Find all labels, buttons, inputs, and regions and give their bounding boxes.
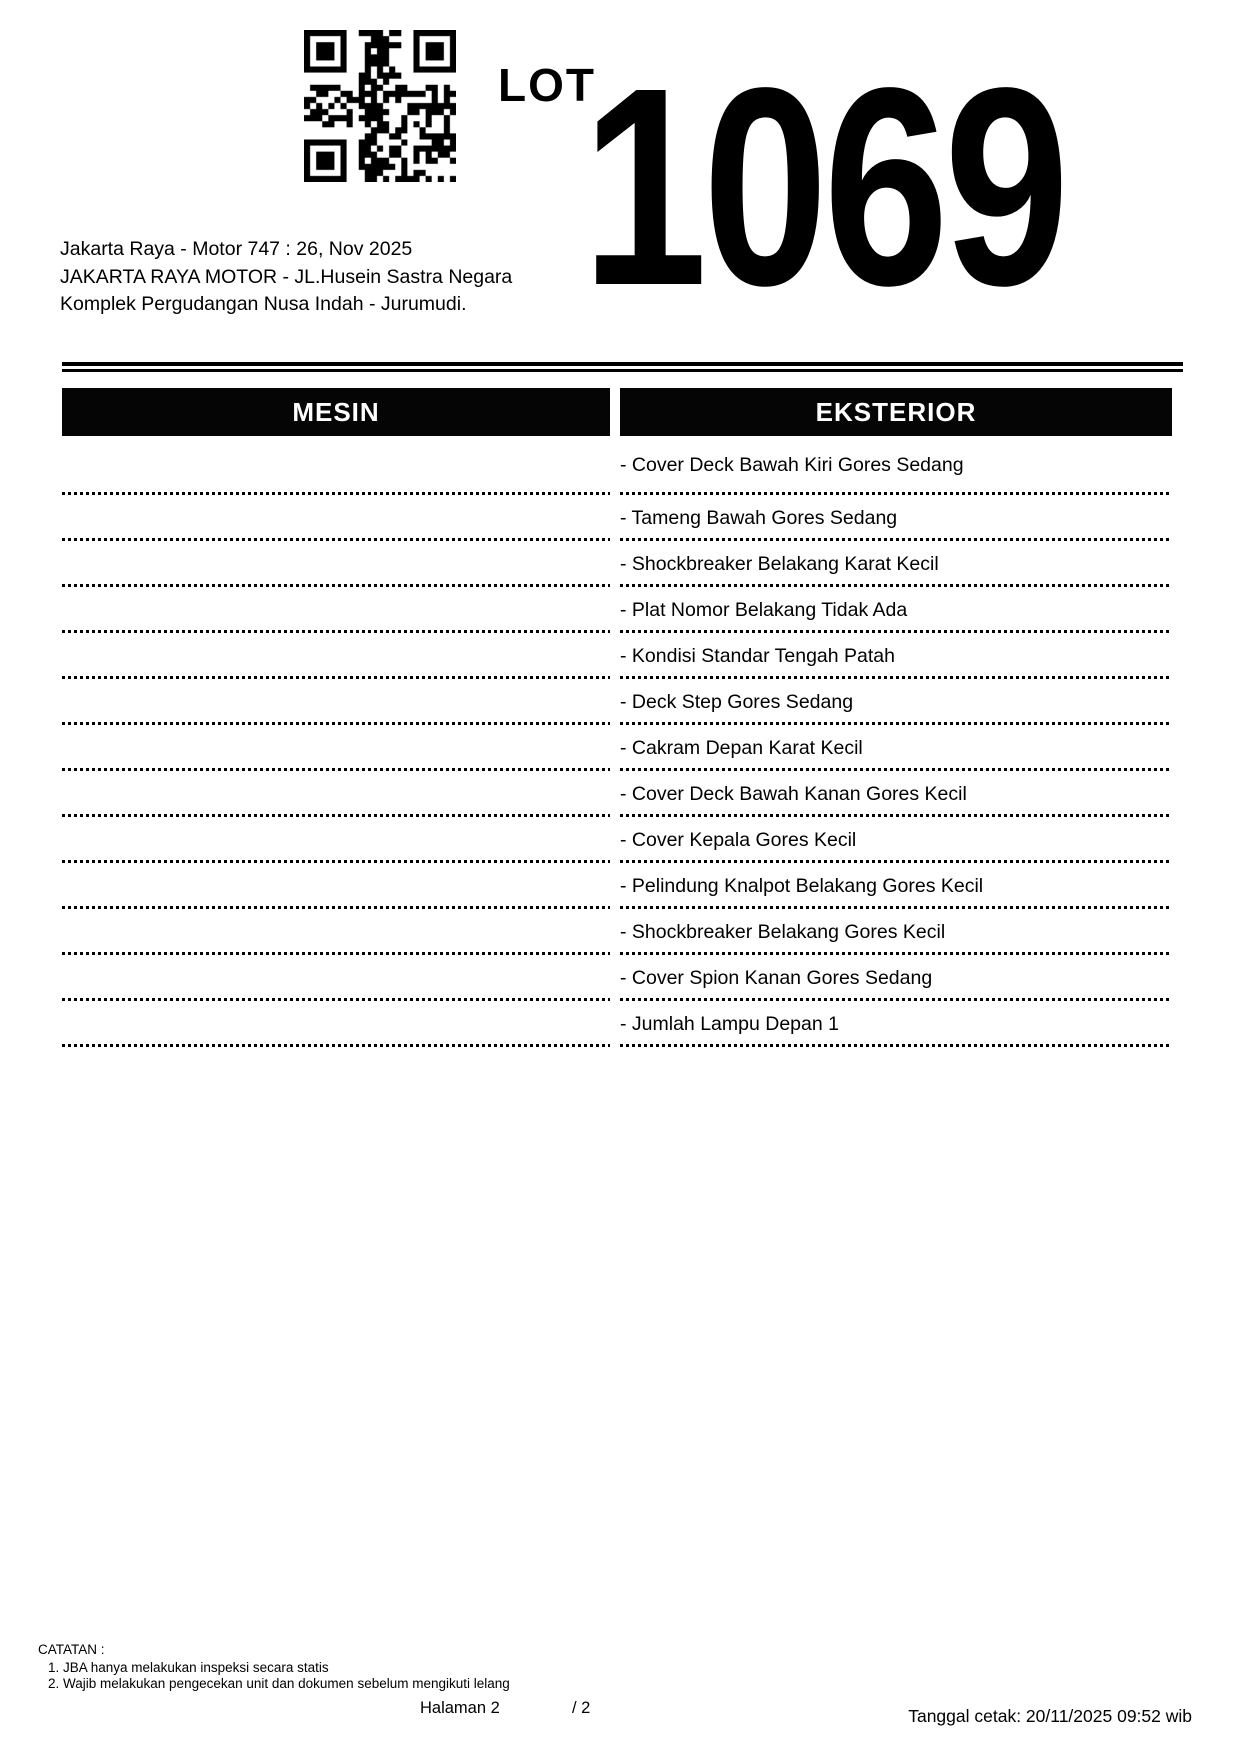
eksterior-cell xyxy=(620,633,1172,679)
mesin-cell xyxy=(62,771,610,817)
mesin-cell xyxy=(62,817,610,863)
table-row xyxy=(62,679,1172,725)
mesin-cell xyxy=(62,863,610,909)
eksterior-cell xyxy=(620,955,1172,1001)
auction-location-line: JAKARTA RAYA MOTOR - JL.Husein Sastra Negara xyxy=(60,265,513,288)
mesin-cell xyxy=(62,495,610,541)
note-item-2: 2. Wajib melakukan pengecekan unit dan dokumen sebelum mengikuti lelang xyxy=(48,1676,510,1691)
condition-table xyxy=(62,436,1172,1047)
table-row xyxy=(62,587,1172,633)
page-number-label: Halaman 2 xyxy=(420,1699,500,1717)
condition-item: - Tameng Bawah Gores Sedang xyxy=(620,506,898,529)
condition-item: - Plat Nomor Belakang Tidak Ada xyxy=(620,598,908,621)
condition-item: - Jumlah Lampu Depan 1 xyxy=(620,1012,839,1035)
lot-label: LOT xyxy=(498,59,596,111)
auction-location-line-2: Komplek Pergudangan Nusa Indah - Jurumudi. xyxy=(60,293,467,315)
eksterior-cell xyxy=(620,725,1172,771)
column-header-mesin: MESIN xyxy=(62,388,610,436)
note-item-1: 1. JBA hanya melakukan inspeksi secara statis xyxy=(48,1660,329,1675)
table-row xyxy=(62,541,1172,587)
table-row xyxy=(62,955,1172,1001)
table-row xyxy=(62,863,1172,909)
auction-title-line: Jakarta Raya - Motor 747 : 26, Nov 2025 xyxy=(60,238,413,260)
mesin-cell xyxy=(62,1001,610,1047)
mesin-cell xyxy=(62,436,610,495)
mesin-cell xyxy=(62,633,610,679)
condition-item: - Cakram Depan Karat Kecil xyxy=(620,736,863,759)
table-row xyxy=(62,633,1172,679)
print-date-label: Tanggal cetak: 20/11/2025 09:52 wib xyxy=(908,1706,1192,1726)
mesin-cell xyxy=(62,541,610,587)
mesin-cell xyxy=(62,955,610,1001)
eksterior-cell xyxy=(620,771,1172,817)
lot-number: 1069 xyxy=(582,29,1065,344)
eksterior-cell xyxy=(620,863,1172,909)
table-row xyxy=(62,817,1172,863)
auction-address-block xyxy=(60,236,512,319)
double-rule-divider xyxy=(62,362,1183,372)
mesin-cell xyxy=(62,679,610,725)
condition-item: - Cover Deck Bawah Kiri Gores Sedang xyxy=(620,454,964,476)
qr-code-image xyxy=(304,30,456,182)
condition-item: - Cover Spion Kanan Gores Sedang xyxy=(620,966,933,989)
mesin-cell xyxy=(62,909,610,955)
table-row xyxy=(62,771,1172,817)
table-row xyxy=(62,909,1172,955)
condition-item: - Cover Kepala Gores Kecil xyxy=(620,828,857,851)
eksterior-cell xyxy=(620,817,1172,863)
eksterior-cell xyxy=(620,679,1172,725)
table-row xyxy=(62,725,1172,771)
mesin-cell xyxy=(62,725,610,771)
condition-item: - Kondisi Standar Tengah Patah xyxy=(620,644,895,667)
table-row xyxy=(62,436,1172,495)
condition-item: - Pelindung Knalpot Belakang Gores Kecil xyxy=(620,874,984,897)
page-total-label: / 2 xyxy=(572,1699,591,1717)
condition-item: - Shockbreaker Belakang Gores Kecil xyxy=(620,920,946,943)
table-row xyxy=(62,495,1172,541)
eksterior-cell xyxy=(620,495,1172,541)
eksterior-cell xyxy=(620,909,1172,955)
eksterior-cell xyxy=(620,436,1172,495)
condition-item: - Cover Deck Bawah Kanan Gores Kecil xyxy=(620,782,967,805)
condition-item: - Deck Step Gores Sedang xyxy=(620,690,854,713)
eksterior-cell xyxy=(620,1001,1172,1047)
mesin-cell xyxy=(62,587,610,633)
table-row xyxy=(62,1001,1172,1047)
condition-item: - Shockbreaker Belakang Karat Kecil xyxy=(620,552,939,575)
column-header-eksterior: EKSTERIOR xyxy=(620,388,1172,436)
notes-title: CATATAN : xyxy=(38,1642,105,1657)
eksterior-cell xyxy=(620,587,1172,633)
eksterior-cell xyxy=(620,541,1172,587)
